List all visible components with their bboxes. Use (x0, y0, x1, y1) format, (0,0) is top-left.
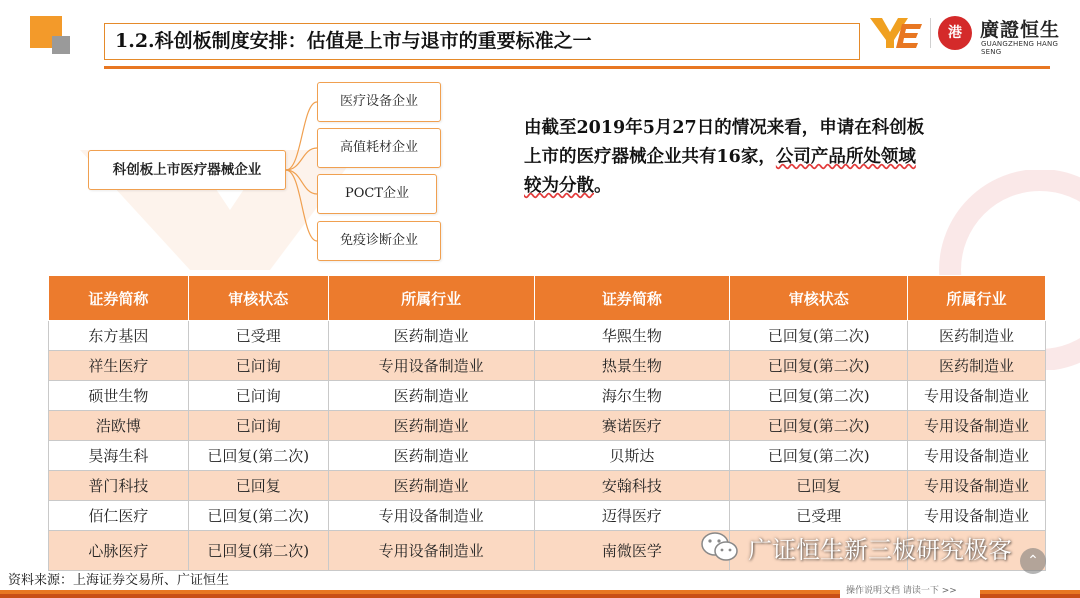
industry-tree-diagram (88, 78, 448, 268)
company-logo (868, 14, 1068, 54)
table-cell: 专用设备制造业 (908, 411, 1046, 441)
wechat-account-name: 广证恒生新三板研究极客 (748, 536, 1012, 564)
wechat-icon (700, 530, 740, 564)
table-cell: 已回复(第二次) (730, 411, 908, 441)
table-header-cell: 证券简称 (534, 276, 730, 321)
table-cell: 浩欧博 (49, 411, 189, 441)
table-cell: 已回复(第二次) (730, 381, 908, 411)
companies-table (48, 275, 1046, 571)
tree-child-node: 高值耗材企业 (317, 128, 441, 168)
table-cell: 南微医学 (534, 531, 730, 571)
decor-square-gray (52, 36, 70, 54)
summary-line-1: 由截至2019年5月27日的情况来看，申请在科创板 (524, 118, 925, 138)
summary-line-3 (524, 172, 1034, 201)
summary-line-2-plain: 上市的医疗器械企业共有16家， (524, 147, 776, 167)
title-underline (104, 66, 1050, 69)
seal-char: 港 (948, 25, 962, 41)
table-cell: 心脉医疗 (49, 531, 189, 571)
table-cell: 安翰科技 (534, 471, 730, 501)
seal-logo-icon (938, 16, 972, 50)
summary-text (524, 114, 1034, 201)
table-header-row (49, 276, 1046, 321)
table-cell: 专用设备制造业 (908, 441, 1046, 471)
table-cell: 已回复(第二次) (730, 321, 908, 351)
table-cell: 医药制造业 (328, 321, 534, 351)
table-row (49, 321, 1046, 351)
table-cell: 昊海生科 (49, 441, 189, 471)
bottom-tip-bar[interactable]: 操作说明文档 请读一下 >> (840, 584, 980, 598)
table-row (49, 411, 1046, 441)
table-cell: 医药制造业 (328, 411, 534, 441)
table-cell: 已回复(第二次) (188, 441, 328, 471)
chevron-up-icon: ⌃ (1027, 553, 1039, 569)
tree-root-node: 科创板上市医疗器械企业 (88, 150, 286, 190)
tree-child-node: POCT企业 (317, 174, 437, 214)
table-cell: 专用设备制造业 (328, 531, 534, 571)
table-row (49, 471, 1046, 501)
table-cell: 迈得医疗 (534, 501, 730, 531)
summary-line-3-highlight: 较为分散 (524, 176, 594, 196)
source-note: 资料来源：上海证券交易所、广证恒生 (8, 573, 230, 588)
table-header-cell: 所属行业 (908, 276, 1046, 321)
summary-line-3-end: 。 (594, 176, 612, 196)
table-cell: 祥生医疗 (49, 351, 189, 381)
ye-logo-icon (868, 16, 924, 50)
table-cell: 赛诺医疗 (534, 411, 730, 441)
table-cell: 华熙生物 (534, 321, 730, 351)
table-cell: 佰仁医疗 (49, 501, 189, 531)
tree-child-node: 免疫诊断企业 (317, 221, 441, 261)
table-row (49, 501, 1046, 531)
table-cell: 已受理 (188, 321, 328, 351)
table-cell: 海尔生物 (534, 381, 730, 411)
table-cell: 已问询 (188, 351, 328, 381)
table-cell: 普门科技 (49, 471, 189, 501)
scroll-top-button[interactable] (1020, 548, 1046, 574)
table-row (49, 441, 1046, 471)
table-header-cell: 所属行业 (328, 276, 534, 321)
table-cell: 已问询 (188, 411, 328, 441)
table-cell: 已问询 (188, 381, 328, 411)
table-cell: 已回复(第二次) (188, 501, 328, 531)
table-cell: 专用设备制造业 (328, 351, 534, 381)
table-row (49, 351, 1046, 381)
table-cell: 已回复(第二次) (730, 441, 908, 471)
table-cell: 医药制造业 (328, 471, 534, 501)
table-cell: 专用设备制造业 (328, 501, 534, 531)
logo-name-en: GUANGZHENG HANG SENG (981, 40, 1059, 56)
summary-line-2-highlight: 公司产品所处领域 (775, 147, 916, 167)
table-cell: 医药制造业 (908, 321, 1046, 351)
table-cell: 医药制造业 (908, 351, 1046, 381)
table-cell: 已回复 (188, 471, 328, 501)
table-cell: 贝斯达 (534, 441, 730, 471)
table-cell: 硕世生物 (49, 381, 189, 411)
table-cell: 已受理 (730, 501, 908, 531)
table-row (49, 381, 1046, 411)
table-header-cell: 证券简称 (49, 276, 189, 321)
table-header-cell: 审核状态 (730, 276, 908, 321)
table-cell: 已回复 (730, 471, 908, 501)
page-title: 1.2.科创板制度安排：估值是上市与退市的重要标准之一 (104, 23, 860, 60)
summary-line-2 (524, 143, 1034, 172)
table-cell: 医药制造业 (328, 381, 534, 411)
logo-divider (930, 18, 931, 48)
table-cell: 已回复(第二次) (730, 351, 908, 381)
tree-child-node: 医疗设备企业 (317, 82, 441, 122)
table-cell: 东方基因 (49, 321, 189, 351)
table-cell: 已回复(第二次) (188, 531, 328, 571)
table-cell: 医药制造业 (328, 441, 534, 471)
table-cell: 专用设备制造业 (908, 381, 1046, 411)
table-cell: 专用设备制造业 (908, 471, 1046, 501)
logo-name-cn: 廣證恒生 (980, 19, 1061, 41)
table-cell: 热景生物 (534, 351, 730, 381)
table-header-cell: 审核状态 (188, 276, 328, 321)
table-cell: 专用设备制造业 (908, 501, 1046, 531)
